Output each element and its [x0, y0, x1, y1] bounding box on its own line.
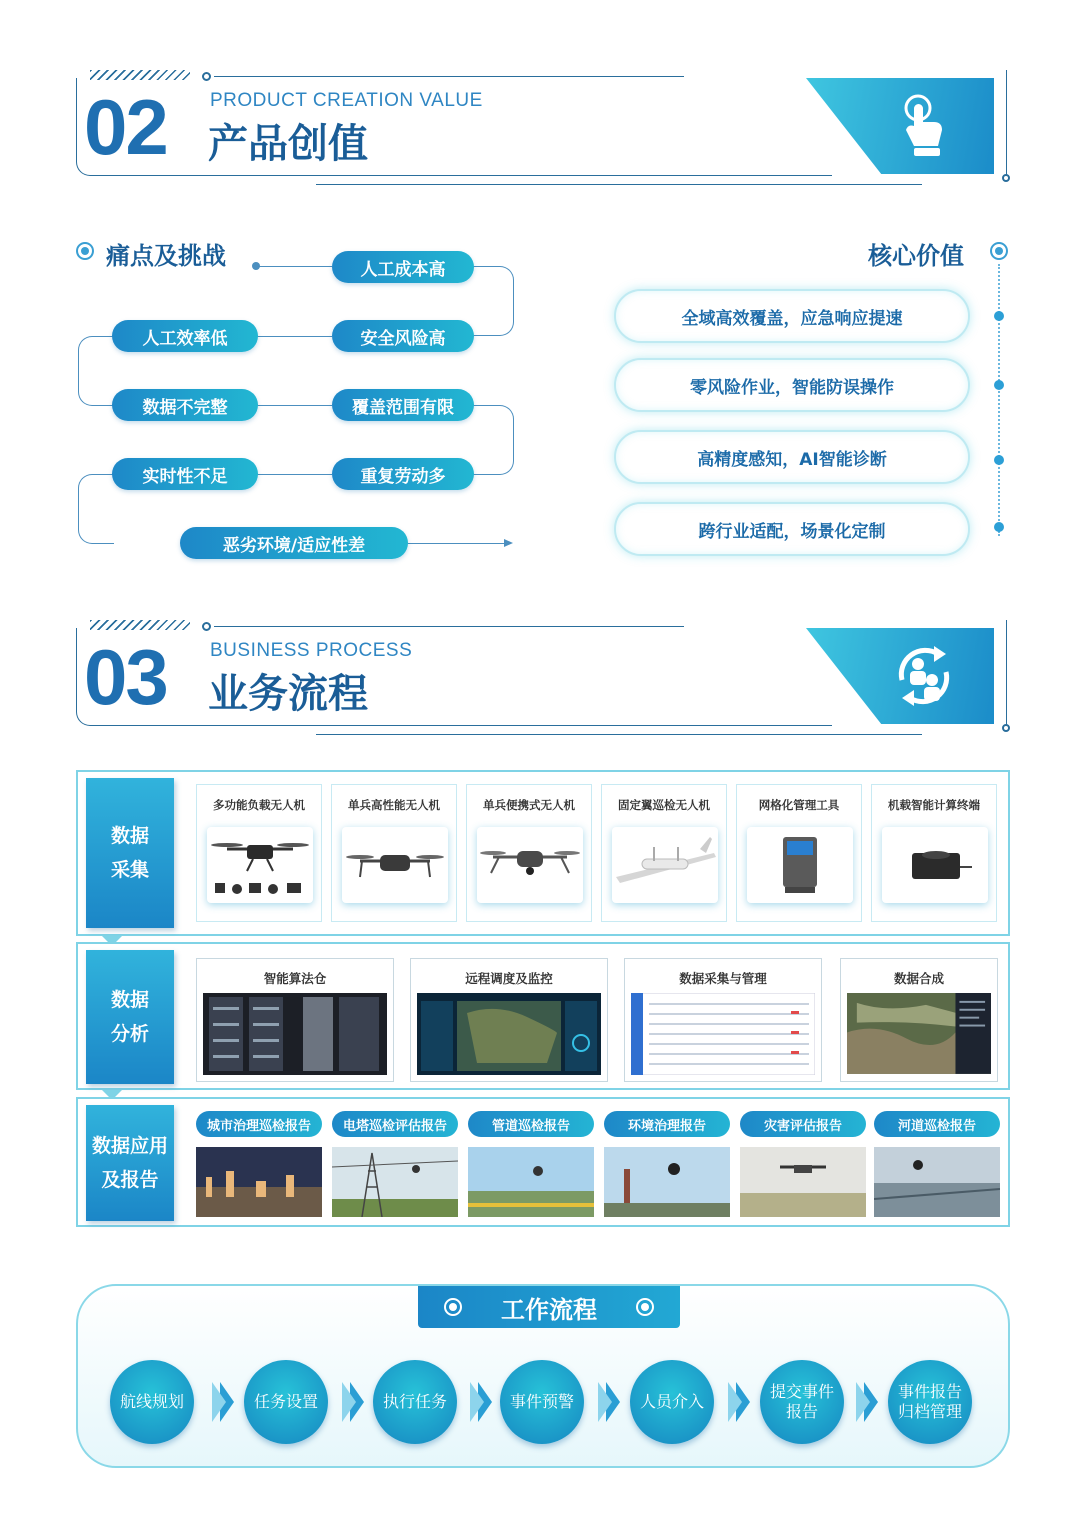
people-cycle-icon — [888, 640, 960, 712]
timeline-dot — [994, 311, 1004, 321]
section-cn-title: 业务流程 — [208, 671, 368, 717]
core-value-title: 核心价值 — [868, 242, 964, 270]
hatch-decoration — [90, 70, 190, 80]
aerial-synthesis-image — [847, 993, 991, 1074]
header-dot — [1002, 724, 1010, 732]
pipeline-image — [468, 1147, 594, 1217]
data-collection-row — [76, 770, 1010, 936]
connector-line — [406, 543, 506, 544]
workflow-step[interactable]: 航线规划 — [110, 1360, 194, 1444]
section-number: 02 — [84, 83, 167, 171]
hand-pointer-icon — [888, 90, 960, 162]
analysis-card-title: 远程调度及监控 — [465, 971, 553, 986]
core-value-item: 零风险作业，智能防误操作 — [614, 358, 970, 412]
connector-dot — [252, 262, 260, 270]
device-name: 多功能负载无人机 — [213, 798, 305, 812]
header-line — [316, 184, 922, 185]
pain-point-pill: 数据不完整 — [112, 389, 258, 421]
device-card[interactable] — [466, 784, 592, 922]
device-name: 单兵便携式无人机 — [483, 798, 575, 812]
workflow-step[interactable]: 任务设置 — [244, 1360, 328, 1444]
timeline-dot — [994, 522, 1004, 532]
computing-terminal-image — [882, 827, 988, 903]
section-number: 03 — [84, 633, 167, 721]
analysis-card-title: 智能算法仓 — [263, 971, 327, 986]
device-card[interactable] — [736, 784, 862, 922]
target-icon — [636, 1298, 654, 1316]
row-label-line: 及报告 — [101, 1169, 159, 1191]
connector-line — [256, 474, 332, 475]
section-en-title: PRODUCT CREATION VALUE — [210, 90, 483, 111]
header-line — [1006, 620, 1007, 726]
fixed-wing-drone-image — [612, 827, 718, 903]
device-name: 单兵高性能无人机 — [348, 798, 440, 812]
workflow-step-line: 提交事件 — [769, 1382, 834, 1401]
report-tag[interactable]: 城市治理巡检报告 — [196, 1111, 322, 1137]
header-line — [214, 626, 684, 627]
river-image — [874, 1147, 1000, 1217]
chevron-right-icon — [606, 1382, 620, 1422]
analysis-card[interactable] — [624, 958, 822, 1082]
connector-line — [256, 336, 332, 337]
row-label — [86, 778, 174, 928]
pain-point-pill: 安全风险高 — [332, 320, 474, 352]
header-line — [92, 725, 832, 726]
chevron-right-icon — [864, 1382, 878, 1422]
report-tag[interactable]: 环境治理报告 — [604, 1111, 730, 1137]
drone-image — [477, 827, 583, 903]
analysis-card[interactable] — [196, 958, 394, 1082]
chevron-right-icon — [350, 1382, 364, 1422]
core-value-item: 跨行业适配，场景化定制 — [614, 502, 970, 556]
pain-point-pill: 人工效率低 — [112, 320, 258, 352]
workflow-step[interactable] — [888, 1360, 972, 1444]
device-name: 机载智能计算终端 — [888, 798, 980, 812]
row-label-line: 数据 — [110, 989, 149, 1011]
header-line — [214, 76, 684, 77]
chevron-right-icon — [478, 1382, 492, 1422]
device-card[interactable] — [871, 784, 997, 922]
server-rack-image — [203, 993, 387, 1075]
row-label-line: 分析 — [110, 1023, 149, 1045]
report-tag[interactable]: 河道巡检报告 — [874, 1111, 1000, 1137]
header-line — [316, 734, 922, 735]
workflow-step-line: 报告 — [785, 1402, 818, 1421]
data-table-image — [631, 993, 815, 1075]
section-02-header — [76, 70, 1010, 190]
report-tag[interactable]: 电塔巡检评估报告 — [332, 1111, 458, 1137]
row-label-line: 数据 — [110, 825, 149, 847]
report-tag[interactable]: 灾害评估报告 — [740, 1111, 866, 1137]
timeline-dot — [994, 455, 1004, 465]
connector-line — [472, 405, 514, 475]
chevron-right-icon — [736, 1382, 750, 1422]
pain-points-title: 痛点及挑战 — [106, 242, 226, 270]
pain-point-pill: 实时性不足 — [112, 458, 258, 490]
row-label-line: 采集 — [110, 859, 149, 881]
workflow-step[interactable] — [760, 1360, 844, 1444]
pain-point-pill: 重复劳动多 — [332, 458, 474, 490]
connector-line — [472, 266, 514, 336]
workflow-step[interactable]: 事件预警 — [500, 1360, 584, 1444]
analysis-card-title: 数据合成 — [893, 971, 944, 986]
data-reports-row — [76, 1097, 1010, 1227]
device-card[interactable] — [601, 784, 727, 922]
workflow-step[interactable]: 执行任务 — [373, 1360, 457, 1444]
target-icon — [76, 242, 94, 260]
section-03-header — [76, 620, 1010, 740]
analysis-card[interactable] — [410, 958, 608, 1082]
arrow-head-icon — [504, 539, 513, 547]
device-name: 网格化管理工具 — [758, 798, 840, 812]
power-tower-image — [332, 1147, 458, 1217]
disaster-image — [740, 1147, 866, 1217]
connector-line — [78, 474, 114, 544]
city-night-image — [196, 1147, 322, 1217]
workflow-title: 工作流程 — [418, 1286, 680, 1328]
header-line — [92, 175, 832, 176]
monitoring-dashboard-image — [417, 993, 601, 1075]
timeline-dot — [994, 380, 1004, 390]
device-card[interactable] — [331, 784, 457, 922]
drone-image — [207, 827, 313, 903]
connector-line — [78, 336, 114, 406]
analysis-card-title: 数据采集与管理 — [679, 971, 767, 986]
report-tag[interactable]: 管道巡检报告 — [468, 1111, 594, 1137]
row-label — [86, 1105, 174, 1221]
device-name: 固定翼巡检无人机 — [618, 798, 710, 812]
target-icon — [990, 242, 1008, 260]
header-dot — [202, 622, 211, 631]
pain-point-pill: 覆盖范围有限 — [332, 389, 474, 421]
data-analysis-row — [76, 942, 1010, 1090]
hatch-decoration — [90, 620, 190, 630]
workflow-step-line: 归档管理 — [897, 1402, 962, 1421]
chevron-right-icon — [220, 1382, 234, 1422]
target-icon — [444, 1298, 462, 1316]
workflow-step-line: 事件报告 — [897, 1382, 962, 1401]
header-dot — [1002, 174, 1010, 182]
grid-tool-image — [747, 827, 853, 903]
row-label-line: 数据应用 — [91, 1135, 168, 1157]
analysis-card[interactable] — [840, 958, 998, 1082]
pain-point-pill: 人工成本高 — [332, 251, 474, 283]
device-card[interactable] — [196, 784, 322, 922]
section-cn-title: 产品创值 — [208, 121, 368, 167]
header-dot — [202, 72, 211, 81]
section-en-title: BUSINESS PROCESS — [210, 640, 413, 661]
core-value-item: 高精度感知，AI智能诊断 — [614, 430, 970, 484]
header-line — [1006, 70, 1007, 176]
drone-image — [342, 827, 448, 903]
dotted-guide-line — [998, 264, 1000, 536]
connector-line — [256, 266, 332, 267]
core-value-item: 全域高效覆盖，应急响应提速 — [614, 289, 970, 343]
environment-image — [604, 1147, 730, 1217]
pain-point-pill: 恶劣环境/适应性差 — [180, 527, 408, 559]
workflow-step[interactable]: 人员介入 — [630, 1360, 714, 1444]
connector-line — [256, 405, 332, 406]
row-label — [86, 950, 174, 1084]
